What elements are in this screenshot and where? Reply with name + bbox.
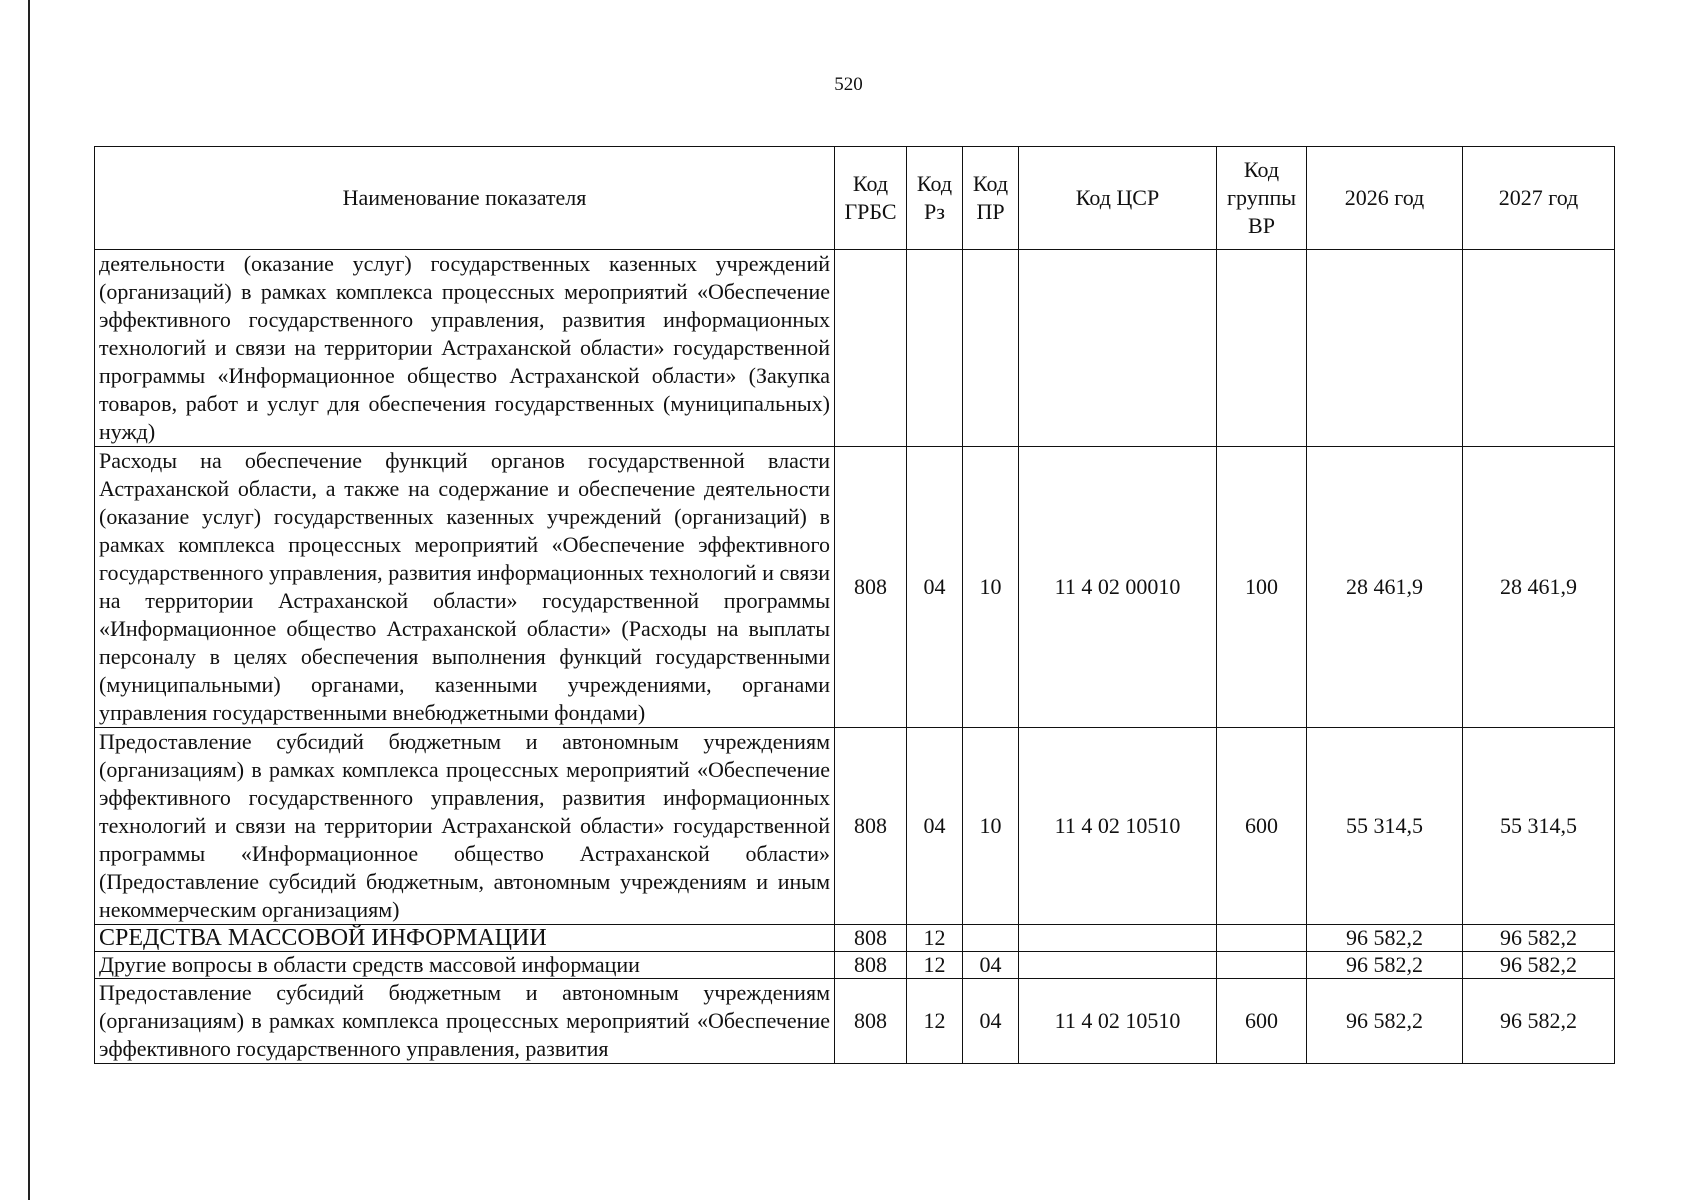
- row-pr: [963, 250, 1019, 447]
- header-2026: 2026 год: [1307, 147, 1463, 250]
- row-2027: 96 582,2: [1463, 979, 1615, 1064]
- row-csr: [1019, 250, 1217, 447]
- row-pr: 04: [963, 952, 1019, 979]
- row-name: Предоставление субсидий бюджетным и автономным учреждениям (организациям) в рамках комплекса процессных мероприятий «Обеспечение эффективного государственного управления, развития: [95, 979, 835, 1064]
- row-2027: 55 314,5: [1463, 728, 1615, 925]
- table-row: [95, 728, 1615, 925]
- row-2027: 96 582,2: [1463, 925, 1615, 952]
- row-csr: 11 4 02 10510: [1019, 728, 1217, 925]
- row-vr: [1217, 952, 1307, 979]
- row-name: Другие вопросы в области средств массовой информации: [95, 952, 835, 979]
- row-vr: 600: [1217, 728, 1307, 925]
- row-grbs: 808: [835, 979, 907, 1064]
- header-grbs: Код ГРБС: [835, 147, 907, 250]
- header-vr: Код группы ВР: [1217, 147, 1307, 250]
- table-row: [95, 952, 1615, 979]
- row-grbs: 808: [835, 952, 907, 979]
- header-name: Наименование показателя: [95, 147, 835, 250]
- table-row: [95, 447, 1615, 728]
- table-row-section: [95, 925, 1615, 952]
- row-vr: [1217, 925, 1307, 952]
- row-2026: 96 582,2: [1307, 952, 1463, 979]
- header-2027: 2027 год: [1463, 147, 1615, 250]
- row-vr: 100: [1217, 447, 1307, 728]
- row-name: деятельности (оказание услуг) государственных казенных учреждений (организаций) в рамках комплекса процессных мероприятий «Обеспечение эффективного государственного управления, развития информационных технологий и связи на территории Астраханской области» государственной программы «Информационное общество Астраханской области» (Закупка товаров, работ и услуг для обеспечения государственных (муниципальных) нужд): [95, 250, 835, 447]
- header-csr: Код ЦСР: [1019, 147, 1217, 250]
- row-2026: 96 582,2: [1307, 925, 1463, 952]
- budget-table: [94, 146, 1615, 1064]
- row-name: СРЕДСТВА МАССОВОЙ ИНФОРМАЦИИ: [95, 925, 835, 952]
- row-rz: 04: [907, 728, 963, 925]
- row-csr: 11 4 02 00010: [1019, 447, 1217, 728]
- header-pr: Код ПР: [963, 147, 1019, 250]
- row-name: Предоставление субсидий бюджетным и автономным учреждениям (организациям) в рамках комплекса процессных мероприятий «Обеспечение эффективного государственного управления, развития информационных технологий и связи на территории Астраханской области» государственной программы «Информационное общество Астраханской области» (Предоставление субсидий бюджетным, автономным учреждениям и иным некоммерческим организациям): [95, 728, 835, 925]
- row-2026: 96 582,2: [1307, 979, 1463, 1064]
- table-row: [95, 250, 1615, 447]
- row-2026: 55 314,5: [1307, 728, 1463, 925]
- row-2026: 28 461,9: [1307, 447, 1463, 728]
- row-rz: 12: [907, 925, 963, 952]
- row-grbs: [835, 250, 907, 447]
- row-rz: 04: [907, 447, 963, 728]
- row-pr: [963, 925, 1019, 952]
- header-row: [95, 147, 1615, 250]
- page-margin-line: [28, 0, 30, 1200]
- row-pr: 10: [963, 447, 1019, 728]
- row-csr: [1019, 925, 1217, 952]
- row-grbs: 808: [835, 447, 907, 728]
- row-vr: 600: [1217, 979, 1307, 1064]
- row-pr: 04: [963, 979, 1019, 1064]
- page-number: 520: [834, 74, 863, 95]
- row-rz: [907, 250, 963, 447]
- row-grbs: 808: [835, 728, 907, 925]
- header-rz: Код Рз: [907, 147, 963, 250]
- row-2027: 28 461,9: [1463, 447, 1615, 728]
- row-vr: [1217, 250, 1307, 447]
- row-grbs: 808: [835, 925, 907, 952]
- row-csr: [1019, 952, 1217, 979]
- row-2027: 96 582,2: [1463, 952, 1615, 979]
- row-csr: 11 4 02 10510: [1019, 979, 1217, 1064]
- row-rz: 12: [907, 952, 963, 979]
- row-name: Расходы на обеспечение функций органов государственной власти Астраханской области, а также на содержание и обеспечение деятельности (оказание услуг) государственных казенных учреждений (организаций) в рамках комплекса процессных мероприятий «Обеспечение эффективного государственного управления, развития информационных технологий и связи на территории Астраханской области» государственной программы «Информационное общество Астраханской области» (Расходы на выплаты персоналу в целях обеспечения выполнения функций государственными (муниципальными) органами, казенными учреждениями, органами управления государственными внебюджетными фондами): [95, 447, 835, 728]
- row-2026: [1307, 250, 1463, 447]
- table-row: [95, 979, 1615, 1064]
- row-pr: 10: [963, 728, 1019, 925]
- row-2027: [1463, 250, 1615, 447]
- row-rz: 12: [907, 979, 963, 1064]
